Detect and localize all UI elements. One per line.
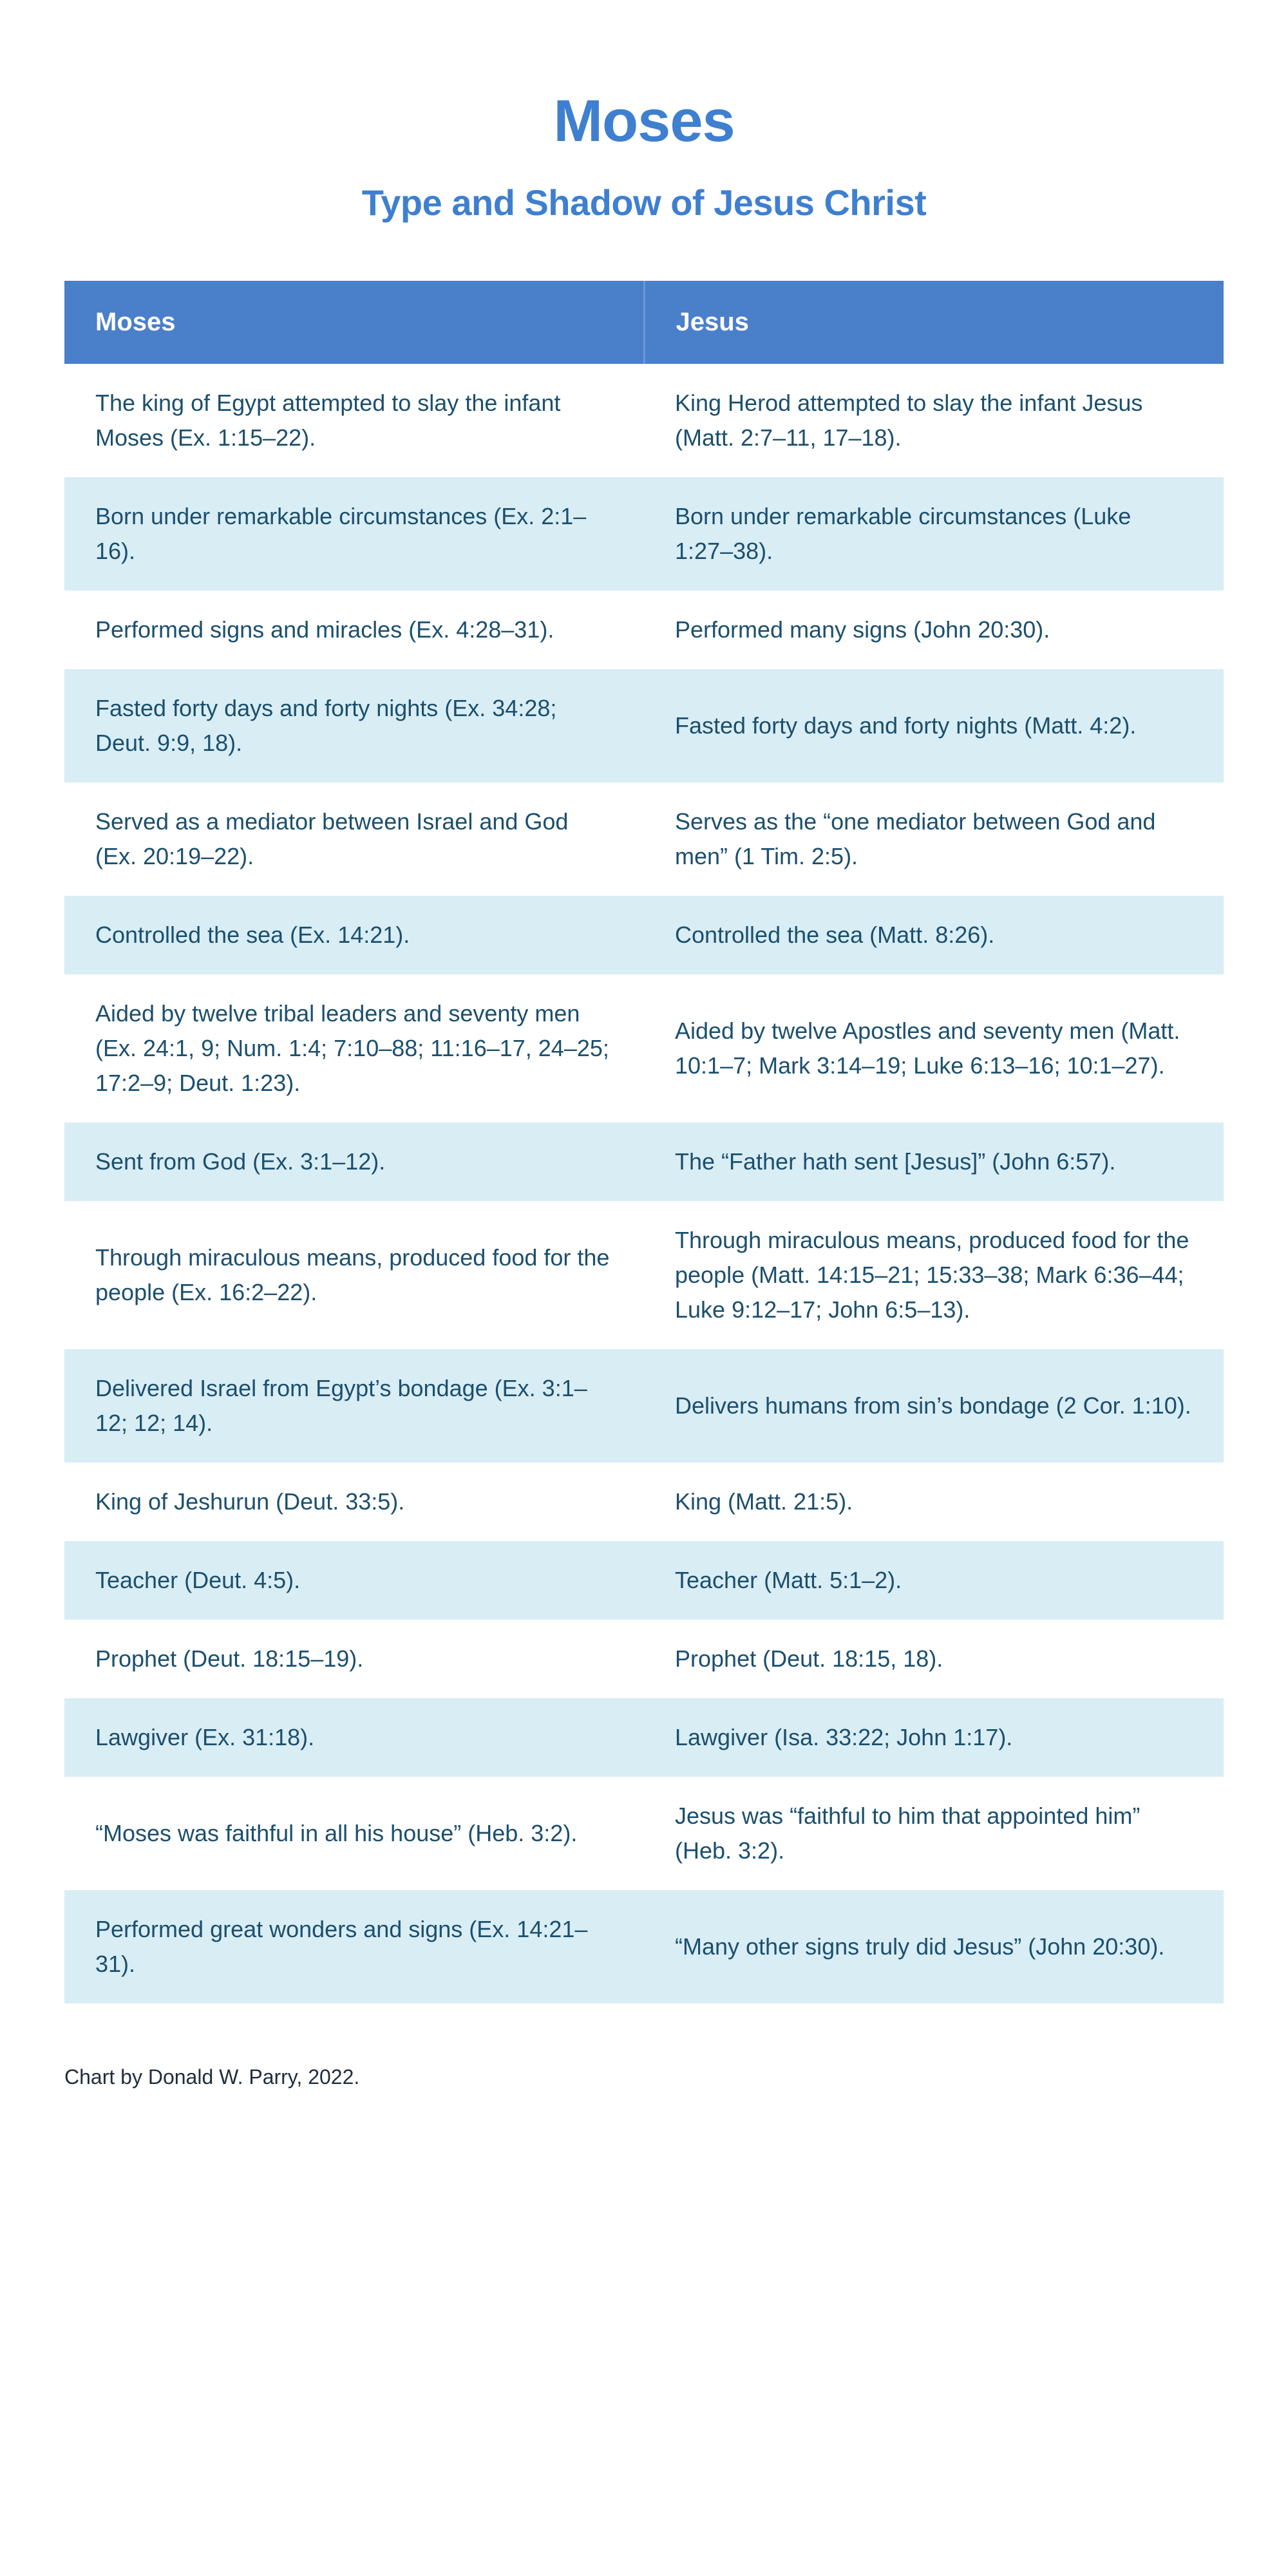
chart-credit: Chart by Donald W. Parry, 2022.: [64, 2065, 360, 2088]
table-row: [64, 1201, 1224, 1349]
table-row: [64, 477, 1224, 591]
cell-jesus: “Many other signs truly did Jesus” (John 20:30).: [644, 1890, 1224, 2003]
cell-jesus: Performed many signs (John 20:30).: [644, 591, 1224, 669]
cell-jesus: Teacher (Matt. 5:1–2).: [644, 1541, 1224, 1620]
cell-jesus: Delivers humans from sin’s bondage (2 Cor. 1:10).: [644, 1349, 1224, 1463]
table-row: [64, 1541, 1224, 1620]
cell-moses: King of Jeshurun (Deut. 33:5).: [64, 1463, 644, 1541]
cell-moses: Born under remarkable circumstances (Ex. 2:1–16).: [64, 477, 644, 591]
cell-jesus: Aided by twelve Apostles and seventy men (Matt. 10:1–7; Mark 3:14–19; Luke 6:13–16; 10:1–27).: [644, 974, 1224, 1122]
cell-jesus: Through miraculous means, produced food for the people (Matt. 14:15–21; 15:33–38; Mark 6:36–44; Luke 9:12–17; John 6:5–13).: [644, 1201, 1224, 1349]
table-row: [64, 1777, 1224, 1890]
cell-moses: Controlled the sea (Ex. 14:21).: [64, 896, 644, 974]
table-row: [64, 1698, 1224, 1777]
cell-moses: Served as a mediator between Israel and God (Ex. 20:19–22).: [64, 782, 644, 896]
cell-moses: “Moses was faithful in all his house” (Heb. 3:2).: [64, 1777, 644, 1890]
cell-jesus: Fasted forty days and forty nights (Matt. 4:2).: [644, 669, 1224, 782]
cell-jesus: King (Matt. 21:5).: [644, 1463, 1224, 1541]
cell-jesus: Lawgiver (Isa. 33:22; John 1:17).: [644, 1698, 1224, 1777]
comparison-table-wrap: [64, 281, 1224, 2003]
cell-jesus: Controlled the sea (Matt. 8:26).: [644, 896, 1224, 974]
table-header-row: [64, 281, 1224, 364]
table-row: [64, 896, 1224, 974]
cell-jesus: Born under remarkable circumstances (Luke 1:27–38).: [644, 477, 1224, 591]
cell-jesus: King Herod attempted to slay the infant Jesus (Matt. 2:7–11, 17–18).: [644, 364, 1224, 477]
cell-moses: Teacher (Deut. 4:5).: [64, 1541, 644, 1620]
table-body: [64, 364, 1224, 2003]
table-row: [64, 1463, 1224, 1541]
table-row: [64, 1349, 1224, 1463]
cell-moses: Delivered Israel from Egypt’s bondage (Ex. 3:1–12; 12; 14).: [64, 1349, 644, 1463]
cell-moses: Aided by twelve tribal leaders and seventy men (Ex. 24:1, 9; Num. 1:4; 7:10–88; 11:16–17, 24–25; 17:2–9; Deut. 1:23).: [64, 974, 644, 1122]
table-row: [64, 669, 1224, 782]
cell-moses: Sent from God (Ex. 3:1–12).: [64, 1122, 644, 1201]
column-header-jesus: Jesus: [644, 281, 1224, 364]
table-row: [64, 974, 1224, 1122]
comparison-table: [64, 281, 1224, 2003]
table-row: [64, 1620, 1224, 1698]
cell-moses: The king of Egypt attempted to slay the infant Moses (Ex. 1:15–22).: [64, 364, 644, 477]
cell-jesus: Prophet (Deut. 18:15, 18).: [644, 1620, 1224, 1698]
table-row: [64, 782, 1224, 896]
table-row: [64, 1890, 1224, 2003]
column-header-moses: Moses: [64, 281, 644, 364]
title-block: [0, 0, 1288, 224]
cell-moses: Lawgiver (Ex. 31:18).: [64, 1698, 644, 1777]
table-row: [64, 591, 1224, 669]
cell-jesus: Jesus was “faithful to him that appointed him” (Heb. 3:2).: [644, 1777, 1224, 1890]
cell-moses: Through miraculous means, produced food for the people (Ex. 16:2–22).: [64, 1201, 644, 1349]
cell-moses: Performed great wonders and signs (Ex. 14:21–31).: [64, 1890, 644, 2003]
cell-moses: Fasted forty days and forty nights (Ex. 34:28; Deut. 9:9, 18).: [64, 669, 644, 782]
cell-moses: Prophet (Deut. 18:15–19).: [64, 1620, 644, 1698]
cell-moses: Performed signs and miracles (Ex. 4:28–31).: [64, 591, 644, 669]
page-subtitle: Type and Shadow of Jesus Christ: [361, 182, 927, 223]
table-head: [64, 281, 1224, 364]
table-row: [64, 1122, 1224, 1201]
page-title: Moses: [553, 88, 735, 154]
cell-jesus: The “Father hath sent [Jesus]” (John 6:57).: [644, 1122, 1224, 1201]
cell-jesus: Serves as the “one mediator between God and men” (1 Tim. 2:5).: [644, 782, 1224, 896]
table-row: [64, 364, 1224, 477]
